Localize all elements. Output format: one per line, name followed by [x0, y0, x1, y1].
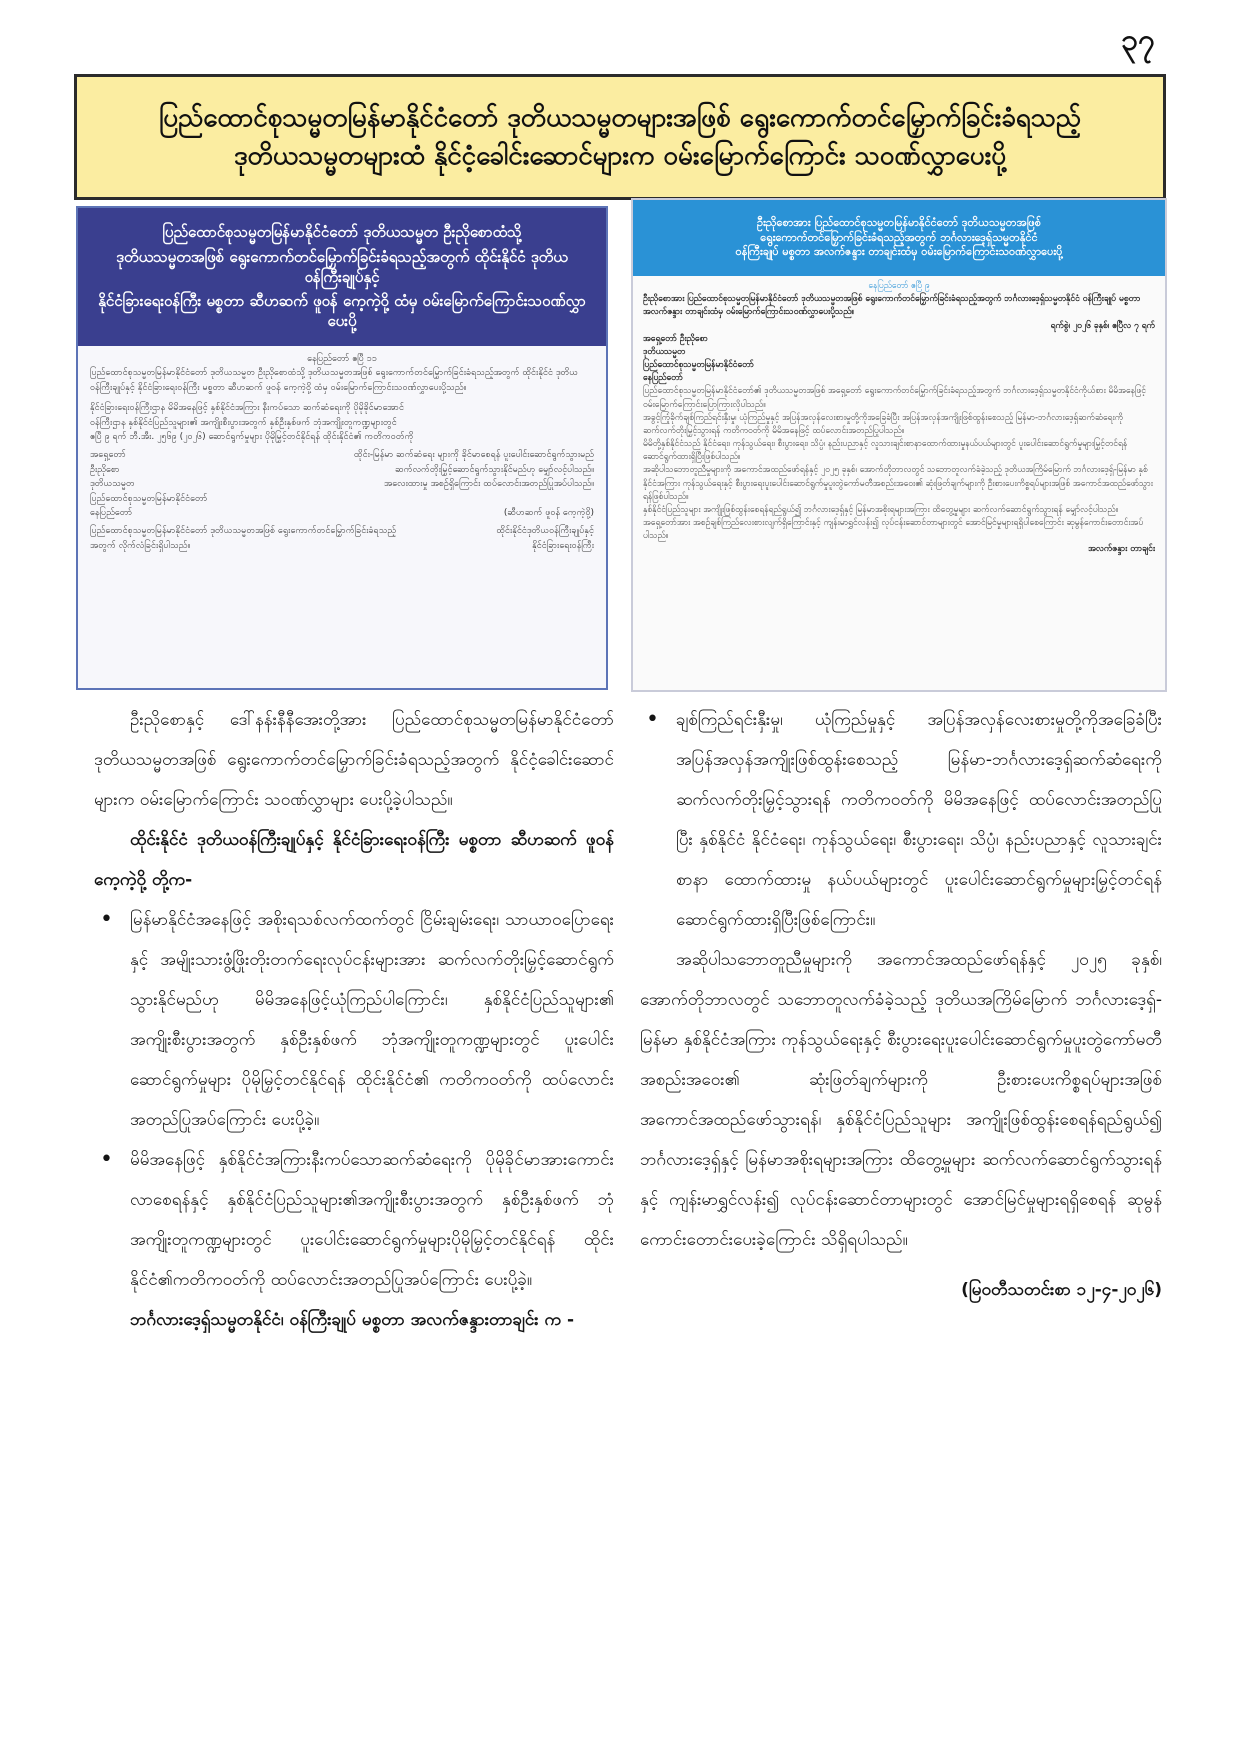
left-column	[94, 700, 614, 1340]
thai-letter-banner	[78, 208, 606, 346]
letter-footer: အတွက် လိုက်လံခြင်းရှိပါသည်။	[90, 540, 191, 551]
letter-paragraph: အဆိုပါသဘောတူညီမှုများကို အကောင်အထည်ဖော်ရန်နှင့် ၂၀၂၅ ခုနှစ်၊ အောက်တိုဘာလတွင် သဘောတူလက်ခံခဲ့သည့် ဒုတိယအကြိမ်မြောက် ဘင်္ဂလားဒေ့ရှ်-မြန်မာ နှစ်နိုင်ငံအကြား ကုန်သွယ်ရေးနှင့် စီးပွားရေးပူးပေါင်းဆောင်ရွက်မှုပူးတွဲကော်မတီအစည်းအဝေး၏ ဆုံးဖြတ်ချက်များကို ဦးစားပေးကိစ္စရပ်များအဖြစ် အကောင်အထည်ဖော်သွားရန်ဖြစ်ပါသည်။	[643, 465, 1153, 502]
body-paragraph: အဆိုပါသဘောတူညီမှုများကို အကောင်အထည်ဖော်ရန်နှင့် ၂၀၂၅ ခုနှစ်၊ အောက်တိုဘာလတွင် သဘောတူလက်ခံခဲ့သည့် ဒုတိယအကြိမ်မြောက် ဘင်္ဂလားဒေ့ရှ်-မြန်မာ နှစ်နိုင်ငံအကြား ကုန်သွယ်ရေးနှင့် စီးပွားရေးပူးပေါင်းဆောင်ရွက်မှုပူးတွဲကော်မတီအစည်းအဝေး၏ ဆုံးဖြတ်ချက်များကို ဦးစားပေးကိစ္စရပ်များအဖြစ် အကောင်အထည်ဖော်သွားရန်၊ နှစ်နိုင်ငံပြည်သူများ အကျိုးဖြစ်ထွန်းစေရန်ရည်ရွယ်၍ ဘင်္ဂလားဒေ့ရှ်နှင့် မြန်မာအစိုးရများအကြား ထိတွေ့မှုများ ဆက်လက်ဆောင်ရွက်သွားရန်နှင့် ကျန်းမာရွှင်လန်း၍ လုပ်ငန်းဆောင်တာများတွင် အောင်မြင်မှုများရရှိစေရန် ဆုမွန်ကောင်းတောင်းပေးခဲ့ကြောင်း သိရှိရပါသည်။	[640, 950, 1162, 1250]
letter-paragraph: အခွင့်ကြုံခိုက်ချစ်ကြည်ရင်းနှီးမှု၊ ယုံကြည်မှုနှင့် အပြန်အလှန်လေးစားမှုတို့ကိုအခြေခံပြီး အပြန်အလှန်အကျိုးဖြစ်ထွန်းစေသည့် မြန်မာ-ဘင်္ဂလားဒေ့ရှ်ဆက်ဆံရေးကို ဆက်လက်တိုးမြှင့်သွားရန် ကတိကဝတ်ကို မိမိအနေဖြင့် ထပ်လောင်းအတည်ပြုပါသည်။	[643, 412, 1124, 436]
headline-box	[74, 74, 1166, 200]
letter-line: ဝန်ကြီးဌာန နှစ်နိုင်ငံပြည်သူများ၏ အကျိုးစီးပွားအတွက် နှစ်ဦးနှစ်ဖက် ဘုံအကျိုးတူကဏ္ဍများတွင်	[90, 417, 397, 428]
intro-paragraph: ဦးညိုစောနှင့် ဒေါ်နန်းနီနီအေးတို့အား ပြည်ထောင်စုသမ္မတမြန်မာနိုင်ငံတော် ဒုတိယသမ္မတအဖြစ် ရွေးကောက်တင်မြှောက်ခြင်းခံရသည့်အတွက် နိုင်ငံ့ခေါင်းဆောင်များက ဝမ်းမြောက်ကြောင်း သဝဏ်လွှာများ ပေးပို့ခဲ့ပါသည်။	[94, 710, 614, 810]
letter-note: ဆက်လက်တိုးမြှင့်ဆောင်ရွက်သွားနိုင်မည်ဟု မျှော်လင့်ပါသည်။	[395, 464, 594, 475]
letter-note: ထိုင်း-မြန်မာ ဆက်ဆံရေး များကို ခိုင်မာစေရန် ပူးပေါင်းဆောင်ရွက်သွားမည်	[353, 450, 594, 461]
bangladesh-subheading: ဘင်္ဂလားဒေ့ရှ်သမ္မတနိုင်ငံ၊ ဝန်ကြီးချုပ် မစ္စတာ အလက်ဇန္ဒားတာချင်း က -	[130, 1310, 575, 1330]
banner-line: ပြည်ထောင်စုသမ္မတမြန်မာနိုင်ငံတော် ဒုတိယသမ္မတ ဦးညိုစောထံသို့	[162, 223, 522, 242]
letter-ref: နေပြည်တော် ဧပြီ ၁၁	[307, 354, 377, 364]
letter-paragraph: မိမိတို့နှစ်နိုင်ငံသည် နိုင်ငံရေး၊ ကုန်သွယ်ရေး၊ စီးပွားရေး၊ သိပ္ပံ၊ နည်းပညာနှင့် လူသားချင်းစာနာထောက်ထားမှုနယ်ပယ်များတွင် ပူးပေါင်းဆောင်ရွက်မှုများမြှင့်တင်ရန် ဆောင်ရွက်ထားရှိပြီးဖြစ်ပါသည်။	[643, 439, 1128, 463]
letter-intro: ပြည်ထောင်စုသမ္မတမြန်မာနိုင်ငံတော် ဒုတိယသမ္မတ ဦးညိုစောထံသို့ ဒုတိယသမ္မတအဖြစ် ရွေးကောက်တင်မြှောက်ခြင်းခံရသည့်အတွက် ထိုင်းနိုင်ငံ ဒုတိယဝန်ကြီးချုပ်နှင့် နိုင်ငံခြားရေးဝန်ကြီး မစ္စတာ ဆီဟဆက် ဖူဝန် ကေ့ကဲ့ဝို့ ထံမှ ဝမ်းမြောက်ကြောင်းသဝဏ်လွှာပေးပို့သည်။	[90, 368, 579, 393]
letter-date: ရက်စွဲ၊ ၂၀၂၆ ခုနှစ်၊ ဧပြီလ ၇ ရက်	[1050, 320, 1155, 331]
letter-ref: နေပြည်တော် ဧပြီ ၉	[868, 281, 930, 291]
addressee-line: ဦးညိုစော	[90, 464, 120, 475]
banner-line: ဦးညိုစောအား ပြည်ထောင်စုသမ္မတမြန်မာနိုင်ငံတော် ဒုတိယသမ္မတအဖြစ်	[757, 215, 1041, 229]
letter-paragraph: နှစ်နိုင်ငံပြည်သူများ အကျိုးဖြစ်ထွန်းစေရန်ရည်ရွယ်၍ ဘင်္ဂလားဒေ့ရှ်နှင့် မြန်မာအစိုးရများအကြား ထိတွေ့မှုများ ဆက်လက်ဆောင်ရွက်သွားရန် မျှော်လင့်ပါသည်။	[643, 504, 1119, 515]
letter-footer: နိုင်ငံခြားရေးဝန်ကြီး	[532, 540, 594, 551]
list-item: • မိမိအနေဖြင့် နှစ်နိုင်ငံအကြားနီးကပ်သောဆက်ဆံရေးကို ပိုမိုခိုင်မာအားကောင်းလာစေရန်နှင့် နှစ်နိုင်ငံပြည်သူများ၏အကျိုးစီးပွားအတွက် နှစ်ဦးနှစ်ဖက် ဘုံအကျိုးတူကဏ္ဍများတွင် ပူးပေါင်းဆောင်ရွက်မှုများပိုမိုမြှင့်တင်နိုင်ရန် ထိုင်းနိုင်ငံ၏ကတိကဝတ်ကို ထပ်လောင်းအတည်ပြုအပ်ကြောင်း ပေးပို့ခဲ့။	[94, 1140, 614, 1300]
letter-line: ဧပြီ ၉ ရက် ဘီ.အီး. ၂၅၆၉ (၂၀၂၆) ဆောင်ရွက်မှုများ ပိုမိုမြှင့်တင်နိုင်ရန် ထိုင်းနိုင်ငံ၏ ကတိကဝတ်ကို	[90, 431, 414, 442]
letter-note: အလေးထားမှု အစဉ်ရှိကြောင်း ထပ်လောင်းအတည်ပြုအပ်ပါသည်။	[384, 479, 594, 490]
addressee-line: အရှေ့တော် ဦးညိုစော	[643, 333, 708, 344]
letter-signature: အလက်ဇန္ဒား တာချင်း	[1088, 544, 1155, 555]
letter-paragraph: ပြည်ထောင်စုသမ္မတမြန်မာနိုင်ငံတော်၏ ဒုတိယသမ္မတအဖြစ် အရှေ့တော် ရွေးကောက်တင်မြှောက်ခြင်းခံရသည့်အတွက် ဘင်္ဂလားဒေ့ရှ်သမ္မတနိုင်ငံကိုယ်စား မိမိအနေဖြင့်ဝမ်းမြောက်ကြောင်းပြောကြားလိုပါသည်။	[643, 386, 1146, 410]
addressee-line: နေပြည်တော်	[643, 373, 683, 384]
letter-footer: ပြည်ထောင်စုသမ္မတမြန်မာနိုင်ငံတော် ဒုတိယသမ္မတအဖြစ် ရွေးကောက်တင်မြှောက်ခြင်းခံရသည့်	[90, 526, 397, 537]
bangladesh-letter-body	[633, 276, 1165, 561]
addressee-line: အရှေ့တော်	[90, 450, 126, 461]
letter-paragraph: အရှေ့တော်အား အစဉ်ချစ်ကြည်လေးစားလျက်ရှိကြောင်းနှင့် ကျန်းမာရွှင်လန်း၍ လုပ်ငန်းဆောင်တာများတွင် အောင်မြင်မှုများရရှိပါစေကြောင်း ဆုမွန်ကောင်းတောင်းအပ်ပါသည်။	[643, 518, 1144, 542]
letter-line: နိုင်ငံခြားရေးဝန်ကြီးဌာန မိမိအနေဖြင့် နှစ်နိုင်ငံအကြား နီးကပ်သော ဆက်ဆံရေးကို ပိုမိုခိုင်မာအောင်	[90, 403, 404, 414]
thai-subheading: ထိုင်းနိုင်ငံ ဒုတိယဝန်ကြီးချုပ်နှင့် နိုင်ငံခြားရေးဝန်ကြီး မစ္စတာ ဆီဟဆက် ဖူဝန် ကေ့ကဲ့ဝို့ တို့က-	[94, 830, 614, 890]
headline-line-1: ပြည်ထောင်စုသမ္မတမြန်မာနိုင်ငံတော် ဒုတိယသမ္မတများအဖြစ် ရွေးကောက်တင်မြှောက်ခြင်းခံရသည့်	[158, 102, 1082, 133]
letter-footer: ထိုင်းနိုင်ငံဒုတိယဝန်ကြီးချုပ်နှင့်	[496, 526, 594, 537]
page-number: ၃၇	[1121, 23, 1155, 58]
addressee-line: ပြည်ထောင်စုသမ္မတမြန်မာနိုင်ငံတော်	[90, 493, 208, 504]
bangladesh-letter-clipping	[631, 198, 1167, 692]
addressee-line: ပြည်ထောင်စုသမ္မတမြန်မာနိုင်ငံတော်	[643, 360, 754, 371]
addressee-line: ဒုတိယသမ္မတ	[643, 346, 686, 357]
banner-line: နိုင်ငံခြားရေးဝန်ကြီး မစ္စတာ ဆီဟဆက် ဖူဝန် ကေ့ကဲ့ဝို့ ထံမှ ဝမ်းမြောက်ကြောင်းသဝဏ်လွှာ ပေးပို့	[98, 292, 586, 331]
letter-summary: ဦးညိုစောအား ပြည်ထောင်စုသမ္မတမြန်မာနိုင်ငံတော် ဒုတိယသမ္မတအဖြစ် ရွေးကောက်တင်မြှောက်ခြင်းခံရသည့်အတွက် ဘင်္ဂလားဒေ့ရှ်သမ္မတနိုင်ငံ ဝန်ကြီးချုပ် မစ္စတာ အလက်ဇန္ဒား တာချင်းထံမှ ဝမ်းမြောက်ကြောင်းသဝဏ်လွှာပေးပို့သည်။	[643, 294, 1141, 318]
source-credit: (မြဝတီသတင်းစာ ၁၂-၄-၂၀၂၆)	[961, 1280, 1162, 1300]
list-item: • မြန်မာနိုင်ငံအနေဖြင့် အစိုးရသစ်လက်ထက်တွင် ငြိမ်းချမ်းရေး၊ သာယာဝပြောရေးနှင့် အမျိုးသားဖွံ့ဖြိုးတိုးတက်ရေးလုပ်ငန်းများအား ဆက်လက်တိုးမြှင့်ဆောင်ရွက်သွားနိုင်မည်ဟု မိမိအနေဖြင့်ယုံကြည်ပါကြောင်း၊ နှစ်နိုင်ငံပြည်သူများ၏ အကျိုးစီးပွားအတွက် နှစ်ဦးနှစ်ဖက် ဘုံအကျိုးတူကဏ္ဍများတွင် ပူးပေါင်းဆောင်ရွက်မှုများ ပိုမိုမြှင့်တင်နိုင်ရန် ထိုင်းနိုင်ငံ၏ ကတိကဝတ်ကို ထပ်လောင်းအတည်ပြုအပ်ကြောင်း ပေးပို့ခဲ့။	[94, 900, 614, 1140]
addressee-line: ဒုတိယသမ္မတ	[90, 479, 135, 490]
bangladesh-letter-banner	[633, 200, 1165, 276]
banner-line: ဝန်ကြီးချုပ် မစ္စတာ အလက်ဇန္ဒား တာချင်းထံမှ ဝမ်းမြောက်ကြောင်းသဝဏ်လွှာပေးပို့	[735, 245, 1063, 259]
bangladesh-bullet-list	[640, 700, 1162, 940]
headline-line-2: ဒုတိယသမ္မတများထံ နိုင်ငံ့ခေါင်းဆောင်များက ဝမ်းမြောက်ကြောင်း သဝဏ်လွှာပေးပို့	[233, 141, 1007, 171]
right-column	[640, 700, 1162, 1310]
addressee-line: နေပြည်တော်	[90, 507, 133, 518]
thai-letter-clipping	[76, 206, 608, 690]
list-item: • ချစ်ကြည်ရင်းနှီးမှု၊ ယုံကြည်မှုနှင့် အပြန်အလှန်လေးစားမှုတို့ကိုအခြေခံပြီး အပြန်အလှန်အကျိုးဖြစ်ထွန်းစေသည့် မြန်မာ-ဘင်္ဂလားဒေ့ရှ်ဆက်ဆံရေးကို ဆက်လက်တိုးမြှင့်သွားရန် ကတိကဝတ်ကို မိမိအနေဖြင့် ထပ်လောင်းအတည်ပြုပြီး နှစ်နိုင်ငံ နိုင်ငံရေး၊ ကုန်သွယ်ရေး၊ စီးပွားရေး၊ သိပ္ပံ၊ နည်းပညာနှင့် လူသားချင်းစာနာ ထောက်ထားမှု နယ်ပယ်များတွင် ပူးပေါင်းဆောင်ရွက်မှုများမြှင့်တင်ရန် ဆောင်ရွက်ထားရှိပြီးဖြစ်ကြောင်း။	[640, 700, 1162, 940]
thai-bullet-list	[94, 900, 614, 1300]
banner-line: ဒုတိယသမ္မတအဖြစ် ရွေးကောက်တင်မြှောက်ခြင်းခံရသည့်အတွက် ထိုင်းနိုင်ငံ ဒုတိယဝန်ကြီးချုပ်နှင့်	[116, 247, 568, 286]
thai-letter-body	[78, 346, 606, 678]
banner-line: ရွေးကောက်တင်မြှောက်ခြင်းခံရသည့်အတွက် ဘင်္ဂလားဒေ့ရှ်သမ္မတနိုင်ငံ	[760, 230, 1038, 244]
letter-signature: (ဆီဟဆက် ဖူဝန် ကေ့ကဲ့ဝို့)	[503, 507, 594, 518]
